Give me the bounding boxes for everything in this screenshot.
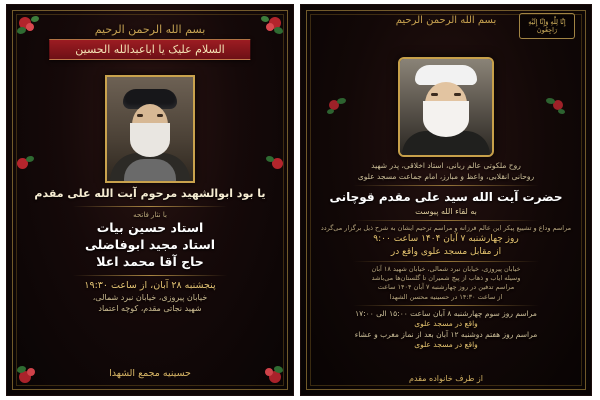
- right-intro-line-2: روحانی انقلابی، واعظ و مبارز، امام جماعت مسجد علوی: [357, 171, 535, 181]
- left-divider-2: [73, 275, 228, 276]
- rose-ornament-icon: [539, 97, 565, 119]
- right-text-block: [313, 161, 579, 351]
- left-salutation-ribbon: السلام علیک یا اباعبدالله الحسین: [49, 39, 250, 60]
- right-portrait-artwork: [400, 59, 492, 155]
- right-body-line-4: از ساعت ۱۴:۳۰ در حسینیه محسن الشهدا: [389, 292, 503, 301]
- right-intro-line-1: روح ملکوتی عالم ربانی، استاد اخلاقی، پدر شهید: [371, 161, 521, 170]
- right-memorial-poster: [300, 4, 592, 396]
- left-footer-venue: حسینیه مجمع الشهدا: [109, 368, 191, 379]
- right-portrait-photo: [398, 57, 494, 157]
- right-session-line-3: مراسم روز هفتم دوشنبه ۱۲ آبان بعد از نماز مغرب و عشاء: [354, 329, 538, 339]
- right-body-line-1: خیابان پیروزی، خیابان نبرد شمالی، خیابان شهید ۱۸ آبان: [371, 265, 521, 274]
- right-divider-2: [353, 220, 539, 221]
- right-session-line-4: واقع در مسجد علوی: [414, 340, 478, 350]
- left-top-banner: [7, 13, 293, 75]
- left-address-line-1: خیابان پیروزی، خیابان نبرد شمالی،: [92, 292, 208, 302]
- left-date-line: پنجشنبه ۲۸ آبان، از ساعت ۱۹:۳۰: [84, 279, 216, 291]
- left-divider: [73, 206, 228, 207]
- left-name-3: حاج آقا محمد اعلا: [96, 254, 204, 270]
- rose-ornament-icon: [15, 155, 41, 177]
- right-deceased-name: حضرت آیت الله سید علی مقدم قوچانی: [329, 190, 563, 204]
- left-text-block: [21, 187, 279, 314]
- left-portrait-photo: [105, 75, 195, 183]
- right-session-line-2: واقع در مسجد علوی: [414, 319, 478, 329]
- right-body-line-3: مراسم تدفین در روز چهارشنبه ۷ آبان ۱۴۰۴ ساعت: [377, 283, 515, 292]
- left-address-line-2: شهید نجاتی مقدم، کوچه اعتماد: [98, 303, 202, 313]
- left-name-2: استاد مجید ابوفاضلی: [84, 237, 216, 253]
- right-date-line: روز چهارشنبه ۷ آبان ۱۴۰۴ ساعت ۹:۰۰: [373, 234, 519, 245]
- right-divider-3: [353, 261, 539, 262]
- right-basmala-text: بسم الله الرحمن الرحیم: [395, 15, 497, 26]
- right-ceremony-header: مراسم وداع و تشییع پیکر این عالم فرزانه و مراسم ترحیم ایشان به شرح ذیل برگزار می‌گردد: [320, 223, 572, 232]
- right-footer-family: از طرف خانواده مقدم: [409, 374, 483, 383]
- rose-ornament-icon: [327, 97, 353, 119]
- right-venue-line: از مقابل مسجد علوی واقع در: [390, 246, 502, 257]
- left-memorial-poster: [6, 4, 294, 396]
- right-inna-lillah-plaque: إِنَّا لِلَّهِ وَإِنَّا إِلَيْهِ رَاجِعُونَ: [519, 13, 575, 39]
- right-divider-4: [353, 305, 539, 306]
- left-sub-label: با نثار فاتحه: [133, 210, 167, 219]
- right-divider-1: [353, 185, 539, 186]
- right-body-line-2: وسیله ایاب و ذهاب از پیچ شمیران تا گلستان‌ها می‌باشد: [371, 274, 521, 283]
- right-session-line-1: مراسم روز سوم چهارشنبه ۸ آبان ساعت ۱۵:۰۰ الی ۱۷:۰۰: [355, 308, 537, 318]
- rose-ornament-icon: [259, 155, 285, 177]
- left-portrait-artwork: [107, 77, 193, 181]
- right-deceased-suffix: به لقاء الله پیوست: [415, 206, 477, 216]
- left-name-1: استاد حسین بیات: [96, 220, 204, 236]
- left-basmala-text: بسم الله الرحمن الرحیم: [94, 23, 206, 36]
- left-headline: یا بود ابوالشهید مرحوم آیت الله علی مقدم: [34, 187, 266, 200]
